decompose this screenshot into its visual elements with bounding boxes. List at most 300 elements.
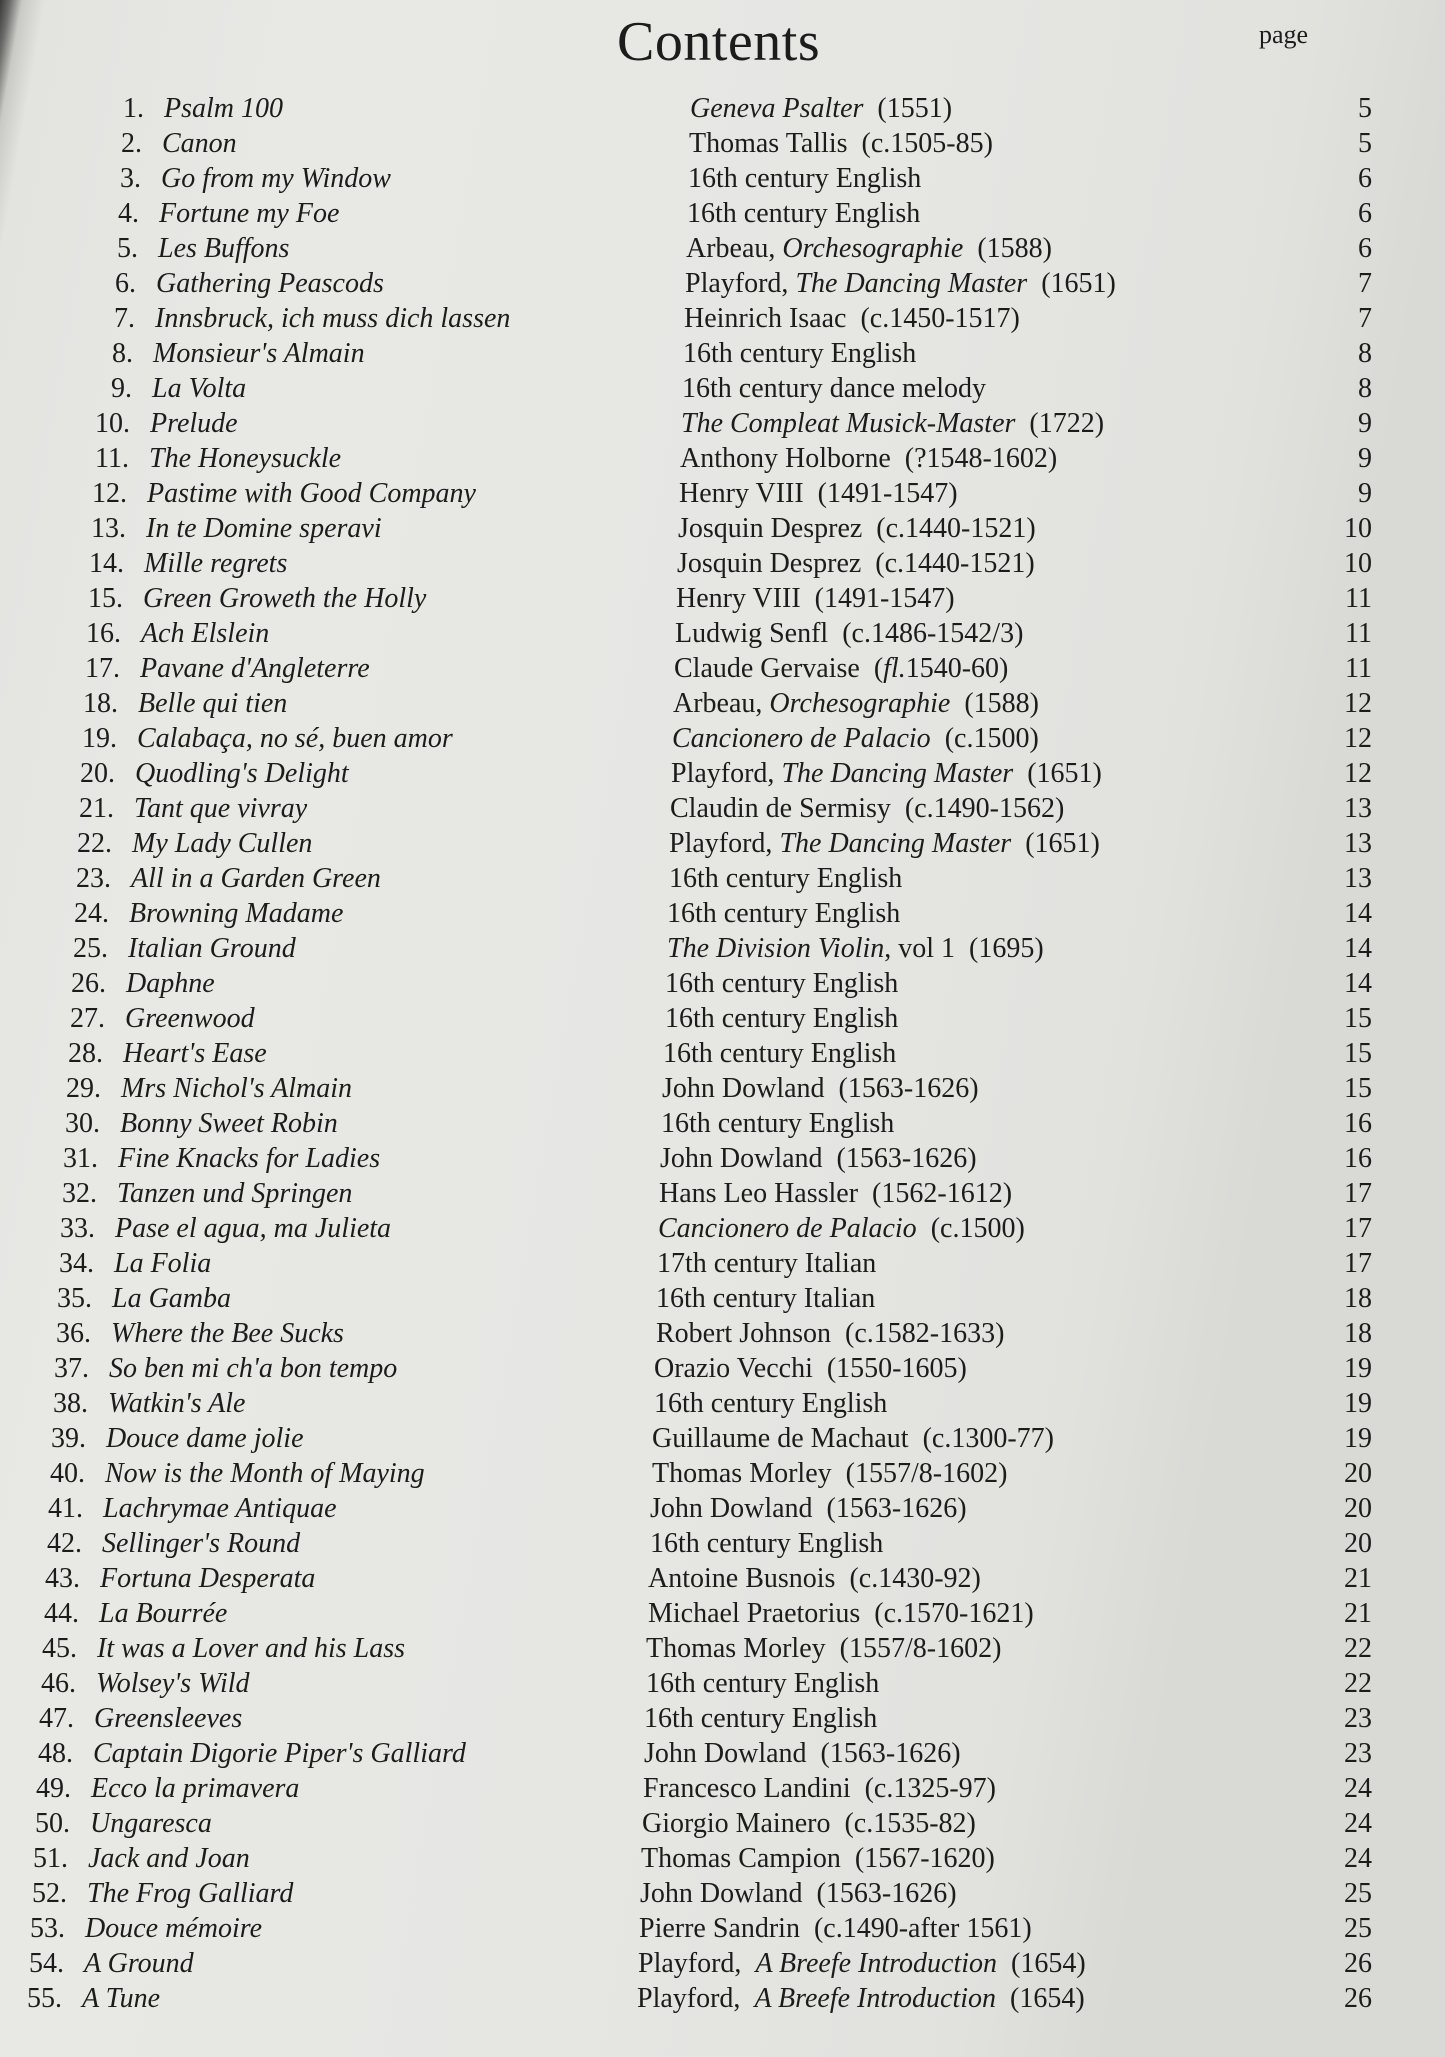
page-title: Contents xyxy=(617,11,821,73)
entry-number: 7. xyxy=(114,303,135,334)
entry-source-part: Ludwig Senfl (c.1486-1542/3) xyxy=(675,618,1024,649)
entry-source xyxy=(671,757,1102,791)
entry-source xyxy=(690,92,952,126)
toc-entry xyxy=(36,1107,1400,1141)
entry-title: Ungaresca xyxy=(90,1808,212,1839)
entry-title: Pase el agua, ma Julieta xyxy=(115,1213,392,1244)
toc-entry xyxy=(28,1282,1400,1316)
entry-source-part: (1588) xyxy=(963,233,1052,264)
entry-source-part: Claude Gervaise ( xyxy=(674,653,884,684)
entry-source xyxy=(665,967,898,1001)
entry-source xyxy=(667,897,900,931)
entry-number: 8. xyxy=(112,338,133,369)
toc-entry xyxy=(80,92,1400,126)
entry-title: Watkin's Ale xyxy=(108,1388,246,1419)
entry-title: The Honeysuckle xyxy=(149,443,342,474)
entry-number: 51. xyxy=(33,1843,68,1874)
entry-source-part: A Breefe Introduction xyxy=(755,1948,998,1979)
entry-number: 28. xyxy=(68,1038,103,1069)
entry-page-number: 24 xyxy=(1344,1843,1372,1874)
entry-source-part: 16th century English xyxy=(665,1003,899,1034)
entry-source-part: Cancionero de Palacio xyxy=(672,723,931,754)
toc-entry xyxy=(69,337,1400,371)
entry-number: 19. xyxy=(82,723,117,754)
toc-entry xyxy=(63,477,1400,511)
entry-source-part: (1654) xyxy=(996,1983,1085,2014)
entry-source xyxy=(684,302,1020,336)
entry-source-part: Pierre Sandrin (c.1490-after 1561) xyxy=(639,1913,1032,1944)
toc-entry xyxy=(18,1527,1400,1561)
toc-entry xyxy=(16,1562,1400,1596)
entry-number: 37. xyxy=(54,1353,89,1384)
entry-source-part: Playford, xyxy=(669,828,780,859)
entry-source xyxy=(680,442,1057,476)
entry-page-number: 26 xyxy=(1344,1948,1372,1979)
entry-page-number: 10 xyxy=(1344,548,1372,579)
toc-entry xyxy=(65,442,1400,476)
entry-title: Mille regrets xyxy=(144,548,288,579)
toc-entry xyxy=(21,1457,1400,1491)
entry-title: Psalm 100 xyxy=(164,93,283,124)
entry-page-number: 13 xyxy=(1344,828,1372,859)
entry-page-number: 9 xyxy=(1358,478,1372,509)
entry-source-part: 16th century English xyxy=(667,898,901,929)
entry-source xyxy=(659,1177,1012,1211)
toc-entry xyxy=(39,1037,1400,1071)
entry-title: Where the Bee Sucks xyxy=(111,1318,344,1349)
entry-source xyxy=(661,1107,894,1141)
entry-source-part: (1588) xyxy=(950,688,1039,719)
entry-page-number: 23 xyxy=(1344,1738,1372,1769)
entry-source-part: 16th century English xyxy=(661,1108,895,1139)
entry-source xyxy=(686,232,1052,266)
entry-source-part: Guillaume de Machaut (c.1300-77) xyxy=(652,1423,1054,1454)
entry-number: 38. xyxy=(53,1388,88,1419)
entry-source-part: (1651) xyxy=(1027,268,1116,299)
entry-number: 27. xyxy=(70,1003,105,1034)
toc-entry xyxy=(10,1702,1400,1736)
entry-source xyxy=(678,512,1036,546)
entry-title: Douce mémoire xyxy=(85,1913,263,1944)
entry-source-part: A Breefe Introduction xyxy=(754,1983,997,2014)
entry-page-number: 16 xyxy=(1344,1108,1372,1139)
entry-source-part: 16th century English xyxy=(665,968,899,999)
toc-entry xyxy=(66,407,1400,441)
entry-source-part: Josquin Desprez (c.1440-1521) xyxy=(678,513,1036,544)
toc-entry xyxy=(56,652,1400,686)
entry-source xyxy=(641,1842,995,1876)
entry-page-number: 9 xyxy=(1358,443,1372,474)
entry-source xyxy=(662,1072,979,1106)
entry-title: Bonny Sweet Robin xyxy=(120,1108,338,1139)
entry-number: 40. xyxy=(50,1458,85,1489)
entry-source-part: Francesco Landini (c.1325-97) xyxy=(643,1773,996,1804)
toc-entry xyxy=(0,1947,1400,1981)
entry-source-part: John Dowland (1563-1626) xyxy=(640,1878,957,1909)
toc-entry xyxy=(22,1422,1400,1456)
entry-source-part: Heinrich Isaac (c.1450-1517) xyxy=(684,303,1020,334)
toc-entry xyxy=(41,1002,1400,1036)
entry-page-number: 12 xyxy=(1344,688,1372,719)
entry-source xyxy=(663,1037,896,1071)
entry-number: 34. xyxy=(59,1248,94,1279)
entry-source xyxy=(646,1667,879,1701)
entry-number: 48. xyxy=(38,1738,73,1769)
entry-source-part: 17th century Italian xyxy=(657,1248,877,1279)
entry-number: 18. xyxy=(83,688,118,719)
entry-title: Go from my Window xyxy=(161,163,391,194)
entry-title: Mrs Nichol's Almain xyxy=(121,1073,353,1104)
toc-entry xyxy=(48,827,1400,861)
entry-number: 22. xyxy=(77,828,112,859)
entry-source-part: Henry VIII (1491-1547) xyxy=(679,478,958,509)
entry-number: 31. xyxy=(63,1143,98,1174)
entry-source-part: Orazio Vecchi (1550-1605) xyxy=(654,1353,967,1384)
entry-source xyxy=(652,1422,1054,1456)
entry-title: Browning Madame xyxy=(129,898,344,929)
entry-number: 39. xyxy=(51,1423,86,1454)
entry-number: 10. xyxy=(95,408,130,439)
toc-entry xyxy=(31,1212,1400,1246)
entry-number: 9. xyxy=(111,373,132,404)
entry-source-part: Michael Praetorius (c.1570-1621) xyxy=(648,1598,1034,1629)
entry-source-part: John Dowland (1563-1626) xyxy=(644,1738,961,1769)
entry-number: 43. xyxy=(45,1563,80,1594)
entry-page-number: 21 xyxy=(1344,1563,1372,1594)
entry-source xyxy=(652,1457,1007,1491)
toc-entry xyxy=(9,1737,1400,1771)
toc-entry xyxy=(74,232,1400,266)
toc-entry xyxy=(3,1877,1400,1911)
entry-number: 53. xyxy=(30,1913,65,1944)
entry-source-part: Playford, xyxy=(685,268,796,299)
entry-title: La Bourrée xyxy=(99,1598,228,1629)
entry-source xyxy=(654,1352,967,1386)
entry-page-number: 14 xyxy=(1344,968,1372,999)
entry-source xyxy=(687,197,920,231)
entry-number: 25. xyxy=(73,933,108,964)
toc-entry xyxy=(24,1387,1400,1421)
entry-source-part: John Dowland (1563-1626) xyxy=(662,1073,979,1104)
toc-entry xyxy=(72,267,1400,301)
entry-number: 29. xyxy=(66,1073,101,1104)
entry-source xyxy=(669,862,902,896)
toc-entry xyxy=(60,547,1400,581)
page-column-header: page xyxy=(1259,20,1309,49)
entry-source xyxy=(669,827,1100,861)
entry-title: Sellinger's Round xyxy=(102,1528,301,1559)
entry-page-number: 26 xyxy=(1344,1983,1372,2014)
entry-page-number: 5 xyxy=(1358,93,1372,124)
entry-source-part: Thomas Morley (1557/8-1602) xyxy=(652,1458,1008,1489)
entry-page-number: 13 xyxy=(1344,863,1372,894)
entry-number: 32. xyxy=(62,1178,97,1209)
entry-source xyxy=(639,1912,1032,1946)
entry-source xyxy=(682,372,986,406)
entry-title: Fine Knacks for Ladies xyxy=(118,1143,381,1174)
entry-page-number: 20 xyxy=(1344,1458,1372,1489)
entry-number: 30. xyxy=(65,1108,100,1139)
toc-entry xyxy=(71,302,1400,336)
entry-source xyxy=(675,617,1023,651)
entry-title: Belle qui tien xyxy=(138,688,288,719)
entry-number: 2. xyxy=(121,128,142,159)
entry-page-number: 20 xyxy=(1344,1528,1372,1559)
entry-source-part: Arbeau, xyxy=(673,688,770,719)
entry-title: Monsieur's Almain xyxy=(153,338,365,369)
entry-source-part: 16th century Italian xyxy=(656,1283,876,1314)
entry-source xyxy=(640,1877,957,1911)
entry-title: Ach Elslein xyxy=(141,618,270,649)
entry-title: Douce dame jolie xyxy=(106,1423,304,1454)
entry-source xyxy=(689,127,993,161)
toc-entry xyxy=(77,162,1400,196)
entry-source-part: 16th century English xyxy=(683,338,917,369)
entry-page-number: 18 xyxy=(1344,1283,1372,1314)
entry-title: Ecco la primavera xyxy=(91,1773,300,1804)
entry-source-part: 16th century English xyxy=(654,1388,888,1419)
entry-source-part: , vol 1 (1695) xyxy=(884,933,1044,964)
entry-number: 12. xyxy=(92,478,127,509)
entry-number: 23. xyxy=(76,863,111,894)
entry-number: 47. xyxy=(39,1703,74,1734)
entry-source-part: (1654) xyxy=(997,1948,1086,1979)
entry-page-number: 12 xyxy=(1344,758,1372,789)
entry-source xyxy=(665,1002,898,1036)
entry-number: 13. xyxy=(91,513,126,544)
toc-entry xyxy=(42,967,1400,1001)
entry-number: 49. xyxy=(36,1773,71,1804)
entry-source xyxy=(658,1212,1025,1246)
entry-source-part: 16th century English xyxy=(688,163,922,194)
entry-title: La Volta xyxy=(152,373,247,404)
entry-source-part: Geneva Psalter xyxy=(690,93,864,124)
toc-entry xyxy=(62,512,1400,546)
entry-number: 20. xyxy=(80,758,115,789)
entry-title: Italian Ground xyxy=(128,933,296,964)
entry-title: Greenwood xyxy=(125,1003,255,1034)
entry-title: The Frog Galliard xyxy=(87,1878,294,1909)
toc-entry xyxy=(33,1177,1400,1211)
entry-page-number: 7 xyxy=(1358,303,1372,334)
entry-source-part: Robert Johnson (c.1582-1633) xyxy=(656,1318,1005,1349)
toc-entry xyxy=(6,1807,1400,1841)
entry-source xyxy=(679,477,958,511)
entry-source-part: Hans Leo Hassler (1562-1612) xyxy=(659,1178,1013,1209)
toc-entry xyxy=(13,1632,1400,1666)
toc-entry xyxy=(50,792,1400,826)
entry-source xyxy=(644,1702,877,1736)
entry-page-number: 20 xyxy=(1344,1493,1372,1524)
toc-entry xyxy=(59,582,1400,616)
entry-source xyxy=(681,407,1104,441)
entry-title: Innsbruck, ich muss dich lassen xyxy=(155,303,511,334)
toc-entry xyxy=(54,687,1400,721)
entry-page-number: 15 xyxy=(1344,1073,1372,1104)
entry-number: 42. xyxy=(47,1528,82,1559)
entry-source xyxy=(683,337,916,371)
entry-number: 24. xyxy=(74,898,109,929)
entry-source-part: 16th century dance melody xyxy=(682,373,987,404)
entry-source-part: (1722) xyxy=(1015,408,1105,439)
entry-source-part: Playford, xyxy=(638,1948,756,1979)
entry-title: Now is the Month of Maying xyxy=(105,1458,425,1489)
entry-title: Tant que vivray xyxy=(134,793,308,824)
toc-entry xyxy=(25,1352,1400,1386)
entry-number: 5. xyxy=(117,233,138,264)
entry-title: Jack and Joan xyxy=(88,1843,250,1874)
entry-source xyxy=(637,1982,1085,2016)
entry-source-part: (1551) xyxy=(863,93,953,124)
entry-title: Heart's Ease xyxy=(123,1038,267,1069)
entry-source-part: Playford, xyxy=(671,758,782,789)
entry-source xyxy=(672,722,1039,756)
entry-source xyxy=(650,1527,883,1561)
entry-title: So ben mi ch'a bon tempo xyxy=(109,1353,398,1384)
toc-entry xyxy=(19,1492,1400,1526)
toc-entry xyxy=(44,932,1400,966)
entry-source xyxy=(650,1492,967,1526)
toc-entry xyxy=(27,1317,1400,1351)
entry-source-part: (c.1500) xyxy=(930,723,1039,754)
entry-page-number: 17 xyxy=(1344,1178,1372,1209)
entry-number: 50. xyxy=(35,1808,70,1839)
entry-source-part: John Dowland (1563-1626) xyxy=(660,1143,977,1174)
entry-source xyxy=(673,687,1039,721)
entry-source xyxy=(670,792,1064,826)
entry-source-part: (1651) xyxy=(1013,758,1102,789)
entry-source xyxy=(656,1282,875,1316)
entry-source-part: John Dowland (1563-1626) xyxy=(650,1493,967,1524)
entry-number: 6. xyxy=(115,268,136,299)
entry-source-part: 16th century English xyxy=(650,1528,884,1559)
entry-page-number: 18 xyxy=(1344,1318,1372,1349)
entry-source xyxy=(643,1772,996,1806)
entry-source-part: Orchesographie xyxy=(769,688,951,719)
entry-number: 52. xyxy=(32,1878,67,1909)
entry-source-part: The Dancing Master xyxy=(795,268,1028,299)
toc-entry xyxy=(47,862,1400,896)
entry-source xyxy=(674,652,1008,686)
entry-title: Fortune my Foe xyxy=(159,198,340,229)
entry-source xyxy=(638,1947,1086,1981)
entry-page-number: 10 xyxy=(1344,513,1372,544)
entry-page-number: 25 xyxy=(1344,1913,1372,1944)
toc-entry xyxy=(57,617,1400,651)
entry-source-part: The Division Violin xyxy=(667,933,885,964)
entry-source xyxy=(685,267,1116,301)
entry-page-number: 6 xyxy=(1358,163,1372,194)
entry-number: 45. xyxy=(42,1633,77,1664)
entry-number: 36. xyxy=(56,1318,91,1349)
entry-source xyxy=(676,582,955,616)
entry-source-part: 1540-60) xyxy=(905,653,1009,684)
entry-source-part: fl. xyxy=(883,653,906,684)
entry-source-part: Josquin Desprez (c.1440-1521) xyxy=(677,548,1035,579)
entry-number: 3. xyxy=(120,163,141,194)
entry-title: Pavane d'Angleterre xyxy=(140,653,370,684)
entry-number: 54. xyxy=(29,1948,64,1979)
entry-page-number: 11 xyxy=(1345,653,1372,684)
entry-number: 46. xyxy=(41,1668,76,1699)
toc-entry xyxy=(37,1072,1400,1106)
toc-entry xyxy=(45,897,1400,931)
entry-source-part: 16th century English xyxy=(646,1668,880,1699)
entry-source-part: Playford, xyxy=(637,1983,755,2014)
entry-source-part: 16th century English xyxy=(687,198,921,229)
entry-title: Quodling's Delight xyxy=(135,758,349,789)
entry-page-number: 11 xyxy=(1345,583,1372,614)
entry-source xyxy=(667,932,1044,966)
entry-title: Gathering Peascods xyxy=(156,268,384,299)
entry-page-number: 6 xyxy=(1358,198,1372,229)
entry-source xyxy=(646,1632,1001,1666)
entry-source-part: 16th century English xyxy=(663,1038,897,1069)
entry-page-number: 24 xyxy=(1344,1773,1372,1804)
entry-source-part: Giorgio Mainero (c.1535-82) xyxy=(642,1808,976,1839)
entry-source xyxy=(677,547,1035,581)
entry-source xyxy=(688,162,921,196)
entry-source-part: 16th century English xyxy=(644,1703,878,1734)
entry-number: 44. xyxy=(44,1598,79,1629)
entry-source-part: Antoine Busnois (c.1430-92) xyxy=(648,1563,981,1594)
entry-page-number: 13 xyxy=(1344,793,1372,824)
entry-number: 33. xyxy=(60,1213,95,1244)
entry-page-number: 22 xyxy=(1344,1668,1372,1699)
entry-title: Wolsey's Wild xyxy=(96,1668,250,1699)
entry-source-part: Anthony Holborne (?1548-1602) xyxy=(680,443,1058,474)
entry-number: 35. xyxy=(57,1283,92,1314)
entry-title: Pastime with Good Company xyxy=(147,478,476,509)
toc-entry xyxy=(15,1597,1400,1631)
entry-number: 14. xyxy=(89,548,124,579)
entry-title: All in a Garden Green xyxy=(131,863,381,894)
entry-title: Fortuna Desperata xyxy=(100,1563,316,1594)
entry-title: My Lady Cullen xyxy=(132,828,313,859)
entry-source-part: Henry VIII (1491-1547) xyxy=(676,583,955,614)
entry-page-number: 19 xyxy=(1344,1353,1372,1384)
toc-entry xyxy=(53,722,1400,756)
entry-page-number: 24 xyxy=(1344,1808,1372,1839)
entry-source-part: Thomas Morley (1557/8-1602) xyxy=(646,1633,1002,1664)
entry-number: 4. xyxy=(118,198,139,229)
entry-source xyxy=(657,1247,876,1281)
entry-source xyxy=(654,1387,887,1421)
entry-source xyxy=(648,1562,981,1596)
entry-page-number: 12 xyxy=(1344,723,1372,754)
entry-page-number: 19 xyxy=(1344,1388,1372,1419)
entry-source xyxy=(660,1142,977,1176)
entry-source-part: The Dancing Master xyxy=(779,828,1012,859)
entry-title: Calabaça, no sé, buen amor xyxy=(137,723,453,754)
entry-source-part: (c.1500) xyxy=(916,1213,1025,1244)
entry-title: Captain Digorie Piper's Galliard xyxy=(93,1738,466,1769)
entry-title: It was a Lover and his Lass xyxy=(97,1633,406,1664)
toc-entry xyxy=(1,1912,1400,1946)
entry-title: In te Domine speravi xyxy=(146,513,382,544)
entry-title: Les Buffons xyxy=(158,233,290,264)
entry-source-part: Claudin de Sermisy (c.1490-1562) xyxy=(670,793,1065,824)
entry-page-number: 14 xyxy=(1344,898,1372,929)
toc-entry xyxy=(0,1982,1400,2016)
entry-page-number: 25 xyxy=(1344,1878,1372,1909)
entry-page-number: 14 xyxy=(1344,933,1372,964)
toc-entry xyxy=(34,1142,1400,1176)
entry-source-part: (1651) xyxy=(1011,828,1100,859)
entry-page-number: 19 xyxy=(1344,1423,1372,1454)
entry-title: Canon xyxy=(162,128,237,159)
entry-number: 21. xyxy=(79,793,114,824)
